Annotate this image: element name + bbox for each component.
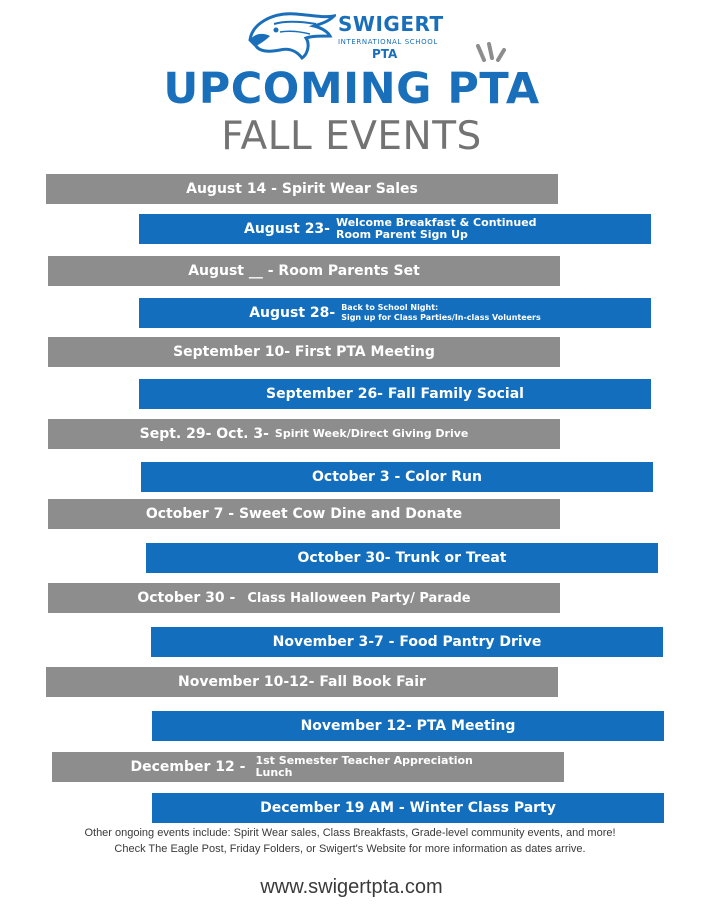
event-description-line: Back to School Night: [341,303,439,312]
event-bar [146,543,658,573]
event-bar [139,214,651,244]
title-upcoming-pta: UPCOMING PTA [163,64,540,114]
website-link[interactable]: www.swigertpta.com [260,876,443,898]
event-title: November 10-12- Fall Book Fair [178,674,426,690]
event-title: September 26- Fall Family Social [266,386,524,402]
event-bar [52,752,564,782]
event-bar [48,583,560,613]
title-fall-events: FALL EVENTS [221,114,482,159]
event-date: August 28- [249,305,336,321]
event-bar [48,337,560,367]
event-date: October 30 - [137,590,236,606]
event-title: November 3-7 - Food Pantry Drive [272,634,542,650]
event-date: August 23- [244,221,330,237]
logo-pta: PTA [372,47,398,61]
school-logo [244,10,464,60]
event-bar [48,499,560,529]
event-title: December 19 AM - Winter Class Party [260,800,556,816]
event-title: October 3 - Color Run [312,469,482,485]
logo-name: SWIGERT [338,12,444,36]
event-description: 1st Semester Teacher Appreciation Lunch [255,754,473,779]
event-bar [48,256,560,286]
event-title: August 14 - Spirit Wear Sales [186,181,418,197]
logo-subtitle: INTERNATIONAL SCHOOL [338,38,438,46]
event-bar [151,627,663,657]
event-description: Spirit Week/Direct Giving Drive [274,427,469,440]
event-bar [139,379,651,409]
event-description-line: Sign up for Class Parties/In-class Volunteers [341,313,541,322]
event-date: Sept. 29- Oct. 3- [139,426,269,442]
event-title: October 7 - Sweet Cow Dine and Donate [145,506,463,522]
event-bar [152,793,664,823]
eagle-icon [244,10,336,60]
event-bar [46,174,558,204]
event-title: November 12- PTA Meeting [300,718,516,734]
event-bar [139,298,651,328]
event-title: October 30- Trunk or Treat [297,550,507,566]
footer-note: Other ongoing events include: Spirit Wear sales, Class Breakfasts, Grade-level community events, and more! Check The Eagle Post, Friday Folders, or Swigert's Website for more information as dates arrive. [84,827,616,855]
event-description: Welcome Breakfast & Continued Room Parent Sign Up [335,216,537,241]
event-title: September 10- First PTA Meeting [173,344,435,360]
event-bar [46,667,558,697]
event-description: Class Halloween Party/ Parade [247,590,471,606]
event-bar [152,711,664,741]
event-bar [141,462,653,492]
event-bar [48,419,560,449]
event-title: August __ - Room Parents Set [188,263,420,279]
emphasis-marks-icon [474,42,508,64]
event-date: December 12 - [130,759,246,775]
